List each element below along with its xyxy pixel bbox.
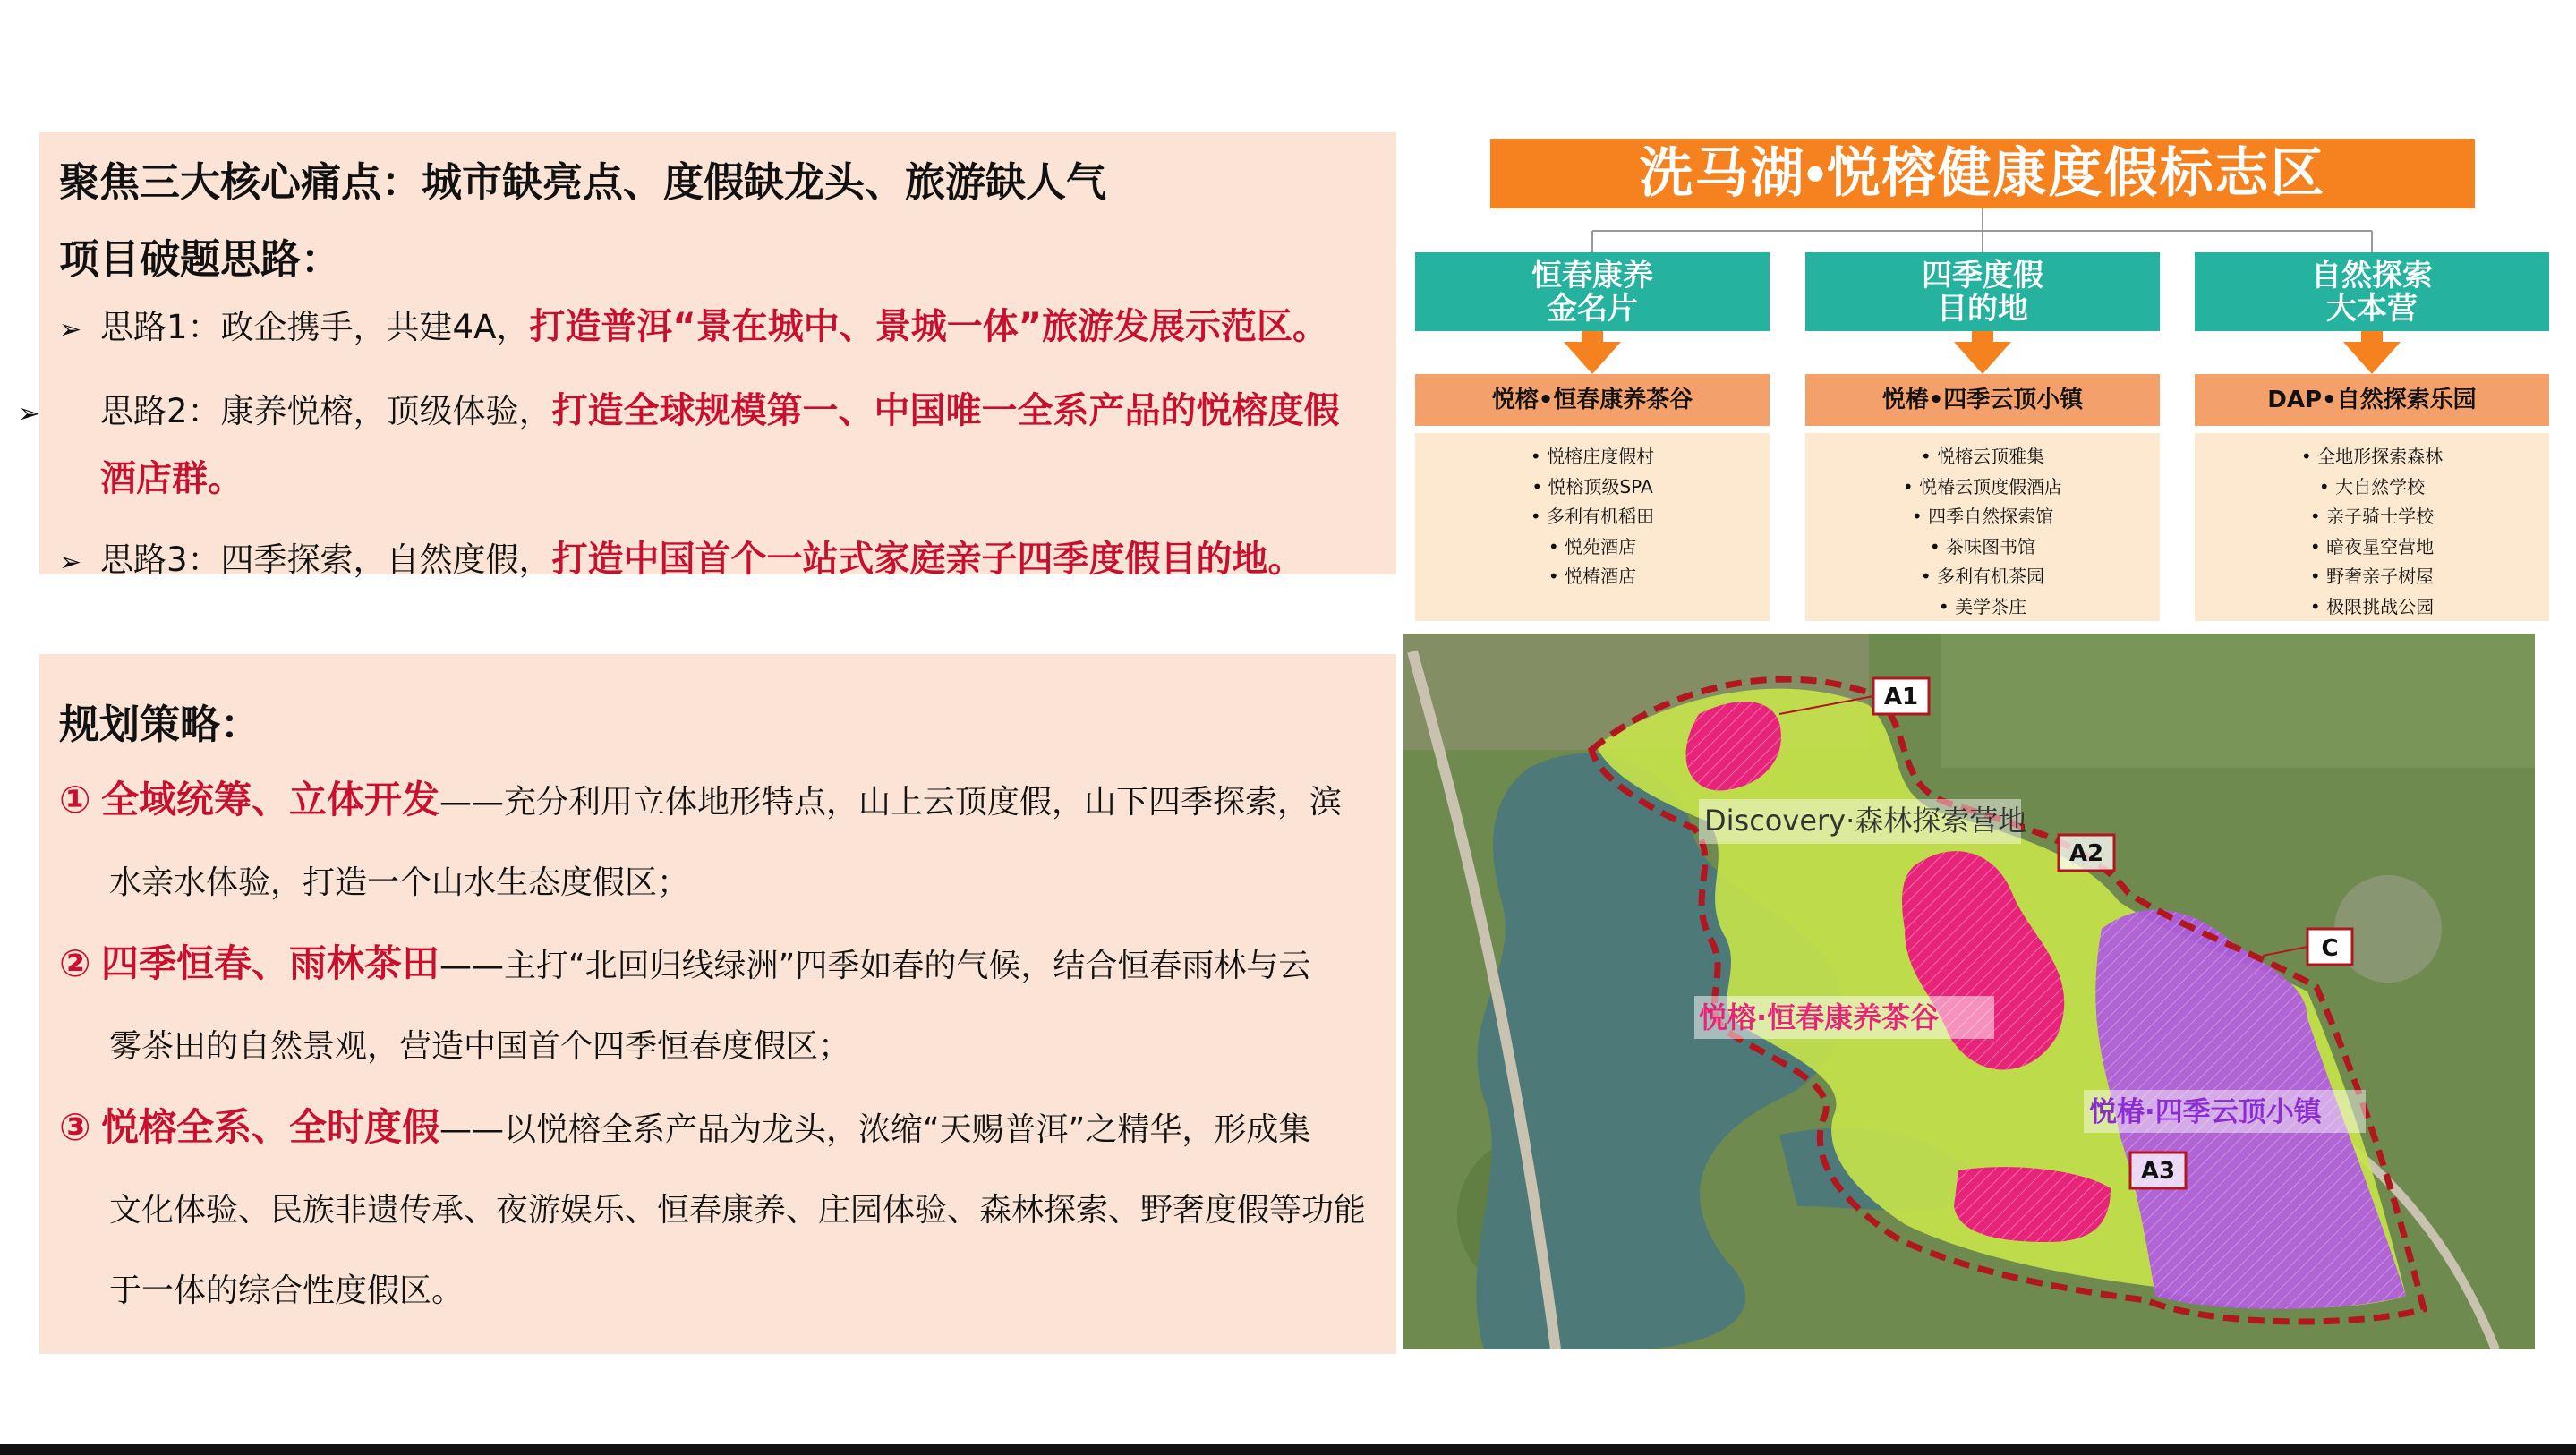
idea-3-prefix: 思路3：四季探索，自然度假，: [100, 540, 552, 579]
column-3-subtitle: DAP•自然探索乐园: [2195, 374, 2549, 426]
idea-1-highlight: 打造普洱“景在城中、景城一体”旅游发展示范区。: [529, 306, 1328, 347]
list-item: • 多利有机稻田: [1415, 502, 1770, 532]
svg-text:Discovery·森林探索营地: Discovery·森林探索营地: [1704, 804, 2027, 838]
svg-text:悦榕·恒春康养茶谷: 悦榕·恒春康养茶谷: [1699, 1000, 1940, 1034]
column-3-items: [2195, 433, 2549, 621]
down-arrow-icon: [1415, 331, 1770, 374]
label-discovery: [1699, 799, 2026, 844]
arrow-bullet-icon: ➢: [59, 314, 82, 345]
column-2-title-line2: 目的地: [1937, 291, 2028, 327]
idea-2-prefix: 思路2：康养悦榕，顶级体验，: [100, 392, 552, 430]
column-2-subtitle: 悦椿•四季云顶小镇: [1805, 374, 2160, 426]
idea-1-prefix: 思路1：政企携手，共建4A，: [100, 308, 530, 346]
strategy-1-number: ①: [59, 778, 91, 821]
column-3-title: [2195, 252, 2549, 331]
diagram-column-3: [2195, 252, 2549, 621]
idea-2: [18, 377, 1353, 513]
list-item: • 多利有机茶园: [1805, 562, 2160, 592]
strategy-2: [59, 923, 1377, 1087]
bottom-bar: [0, 1444, 2576, 1455]
column-1-items: [1415, 433, 1770, 621]
idea-3-highlight: 打造中国首个一站式家庭亲子四季度假目的地。: [551, 539, 1304, 580]
label-cloud-town: [2084, 1090, 2366, 1133]
idea-2-highlight: 打造全球规模第一、中国唯一全系产品的悦榕度假酒店群。: [100, 390, 1340, 499]
strategy-2-title: 四季恒春、雨林茶田: [101, 941, 440, 985]
column-1-title: [1415, 252, 1770, 331]
svg-text:A3: A3: [2140, 1158, 2176, 1185]
label-tea-valley: [1694, 996, 1994, 1039]
list-item: • 美学茶庄: [1805, 592, 2160, 623]
diagram-banner: 洗马湖•悦榕健康度假标志区: [1490, 139, 2475, 208]
column-1-subtitle: 悦榕•恒春康养茶谷: [1415, 374, 1770, 426]
strategy-2-number: ②: [59, 941, 91, 985]
list-item: • 悦苑酒店: [1415, 532, 1770, 563]
strategy-3: [59, 1087, 1377, 1332]
label-a3: [2130, 1153, 2186, 1188]
strategy-panel: [39, 654, 1396, 1354]
strategy-1-title: 全域统筹、立体开发: [101, 778, 440, 821]
column-1-title-line2: 金名片: [1547, 291, 1638, 327]
column-3-title-line1: 自然探索: [2311, 258, 2433, 294]
label-a2: [2059, 835, 2114, 871]
list-item: • 暗夜星空营地: [2195, 532, 2549, 563]
strategy-3-number: ③: [59, 1105, 91, 1149]
strategy-3-title: 悦榕全系、全时度假: [101, 1105, 440, 1149]
svg-text:A2: A2: [2068, 840, 2104, 867]
list-item: • 悦榕庄度假村: [1415, 442, 1770, 472]
list-item: • 极限挑战公园: [2195, 592, 2549, 623]
svg-text:C: C: [2321, 935, 2339, 962]
arrow-bullet-icon: ➢: [18, 398, 41, 430]
ideas-heading: 项目破题思路：: [59, 235, 342, 283]
strategy-2-text-cont: 雾茶田的自然景观，营造中国首个四季恒春度假区；: [109, 1028, 851, 1065]
idea-3: [59, 536, 1377, 586]
strategy-1-text: ——充分利用立体地形特点，山上云顶度假，山下四季探索，滨: [439, 784, 1343, 821]
pain-points-heading: 聚焦三大核心痛点：城市缺亮点、度假缺龙头、旅游缺人气: [59, 158, 1107, 206]
diagram-column-2: [1805, 252, 2160, 621]
strategy-1-text-cont: 水亲水体验，打造一个山水生态度假区；: [109, 864, 690, 901]
list-item: • 悦榕云顶雅集: [1805, 442, 2160, 472]
strategy-2-text: ——主打“北回归线绿洲”四季如春的气候，结合恒春雨林与云: [439, 948, 1311, 984]
strategy-1: [59, 760, 1377, 923]
arrow-bullet-icon: ➢: [59, 547, 82, 578]
idea-1: [59, 303, 1377, 353]
strategy-3-text-cont2: 于一体的综合性度假区。: [109, 1272, 465, 1309]
list-item: • 野奢亲子树屋: [2195, 562, 2549, 592]
list-item: • 亲子骑士学校: [2195, 502, 2549, 532]
list-item: • 茶味图书馆: [1805, 532, 2160, 563]
list-item: • 悦椿云顶度假酒店: [1805, 472, 2160, 503]
strategy-heading: 规划策略：: [59, 701, 261, 748]
column-1-title-line1: 恒春康养: [1531, 258, 1653, 294]
list-item: • 大自然学校: [2195, 472, 2549, 503]
strategy-3-text-cont: 文化体验、民族非遗传承、夜游娱乐、恒春康养、庄园体验、森林探索、野奢度假等功能: [109, 1192, 1367, 1229]
column-2-title: [1805, 252, 2160, 331]
column-2-title-line1: 四季度假: [1922, 258, 2043, 294]
list-item: • 悦椿酒店: [1415, 562, 1770, 592]
list-item: • 四季自然探索馆: [1805, 502, 2160, 532]
list-item: • 悦榕顶级SPA: [1415, 472, 1770, 503]
column-2-items: [1805, 433, 2160, 621]
site-plan-map: [1403, 634, 2535, 1349]
svg-text:A1: A1: [1883, 684, 1919, 710]
column-3-title-line2: 大本营: [2326, 291, 2418, 327]
down-arrow-icon: [2195, 331, 2549, 374]
svg-text:悦椿·四季云顶小镇: 悦椿·四季云顶小镇: [2089, 1096, 2322, 1128]
down-arrow-icon: [1805, 331, 2160, 374]
diagram-column-1: [1415, 252, 1770, 621]
strategy-3-text: ——以悦榕全系产品为龙头，浓缩“天赐普洱”之精华，形成集: [439, 1111, 1311, 1148]
list-item: • 全地形探索森林: [2195, 442, 2549, 472]
diagram-connectors: [0, 0, 2576, 268]
